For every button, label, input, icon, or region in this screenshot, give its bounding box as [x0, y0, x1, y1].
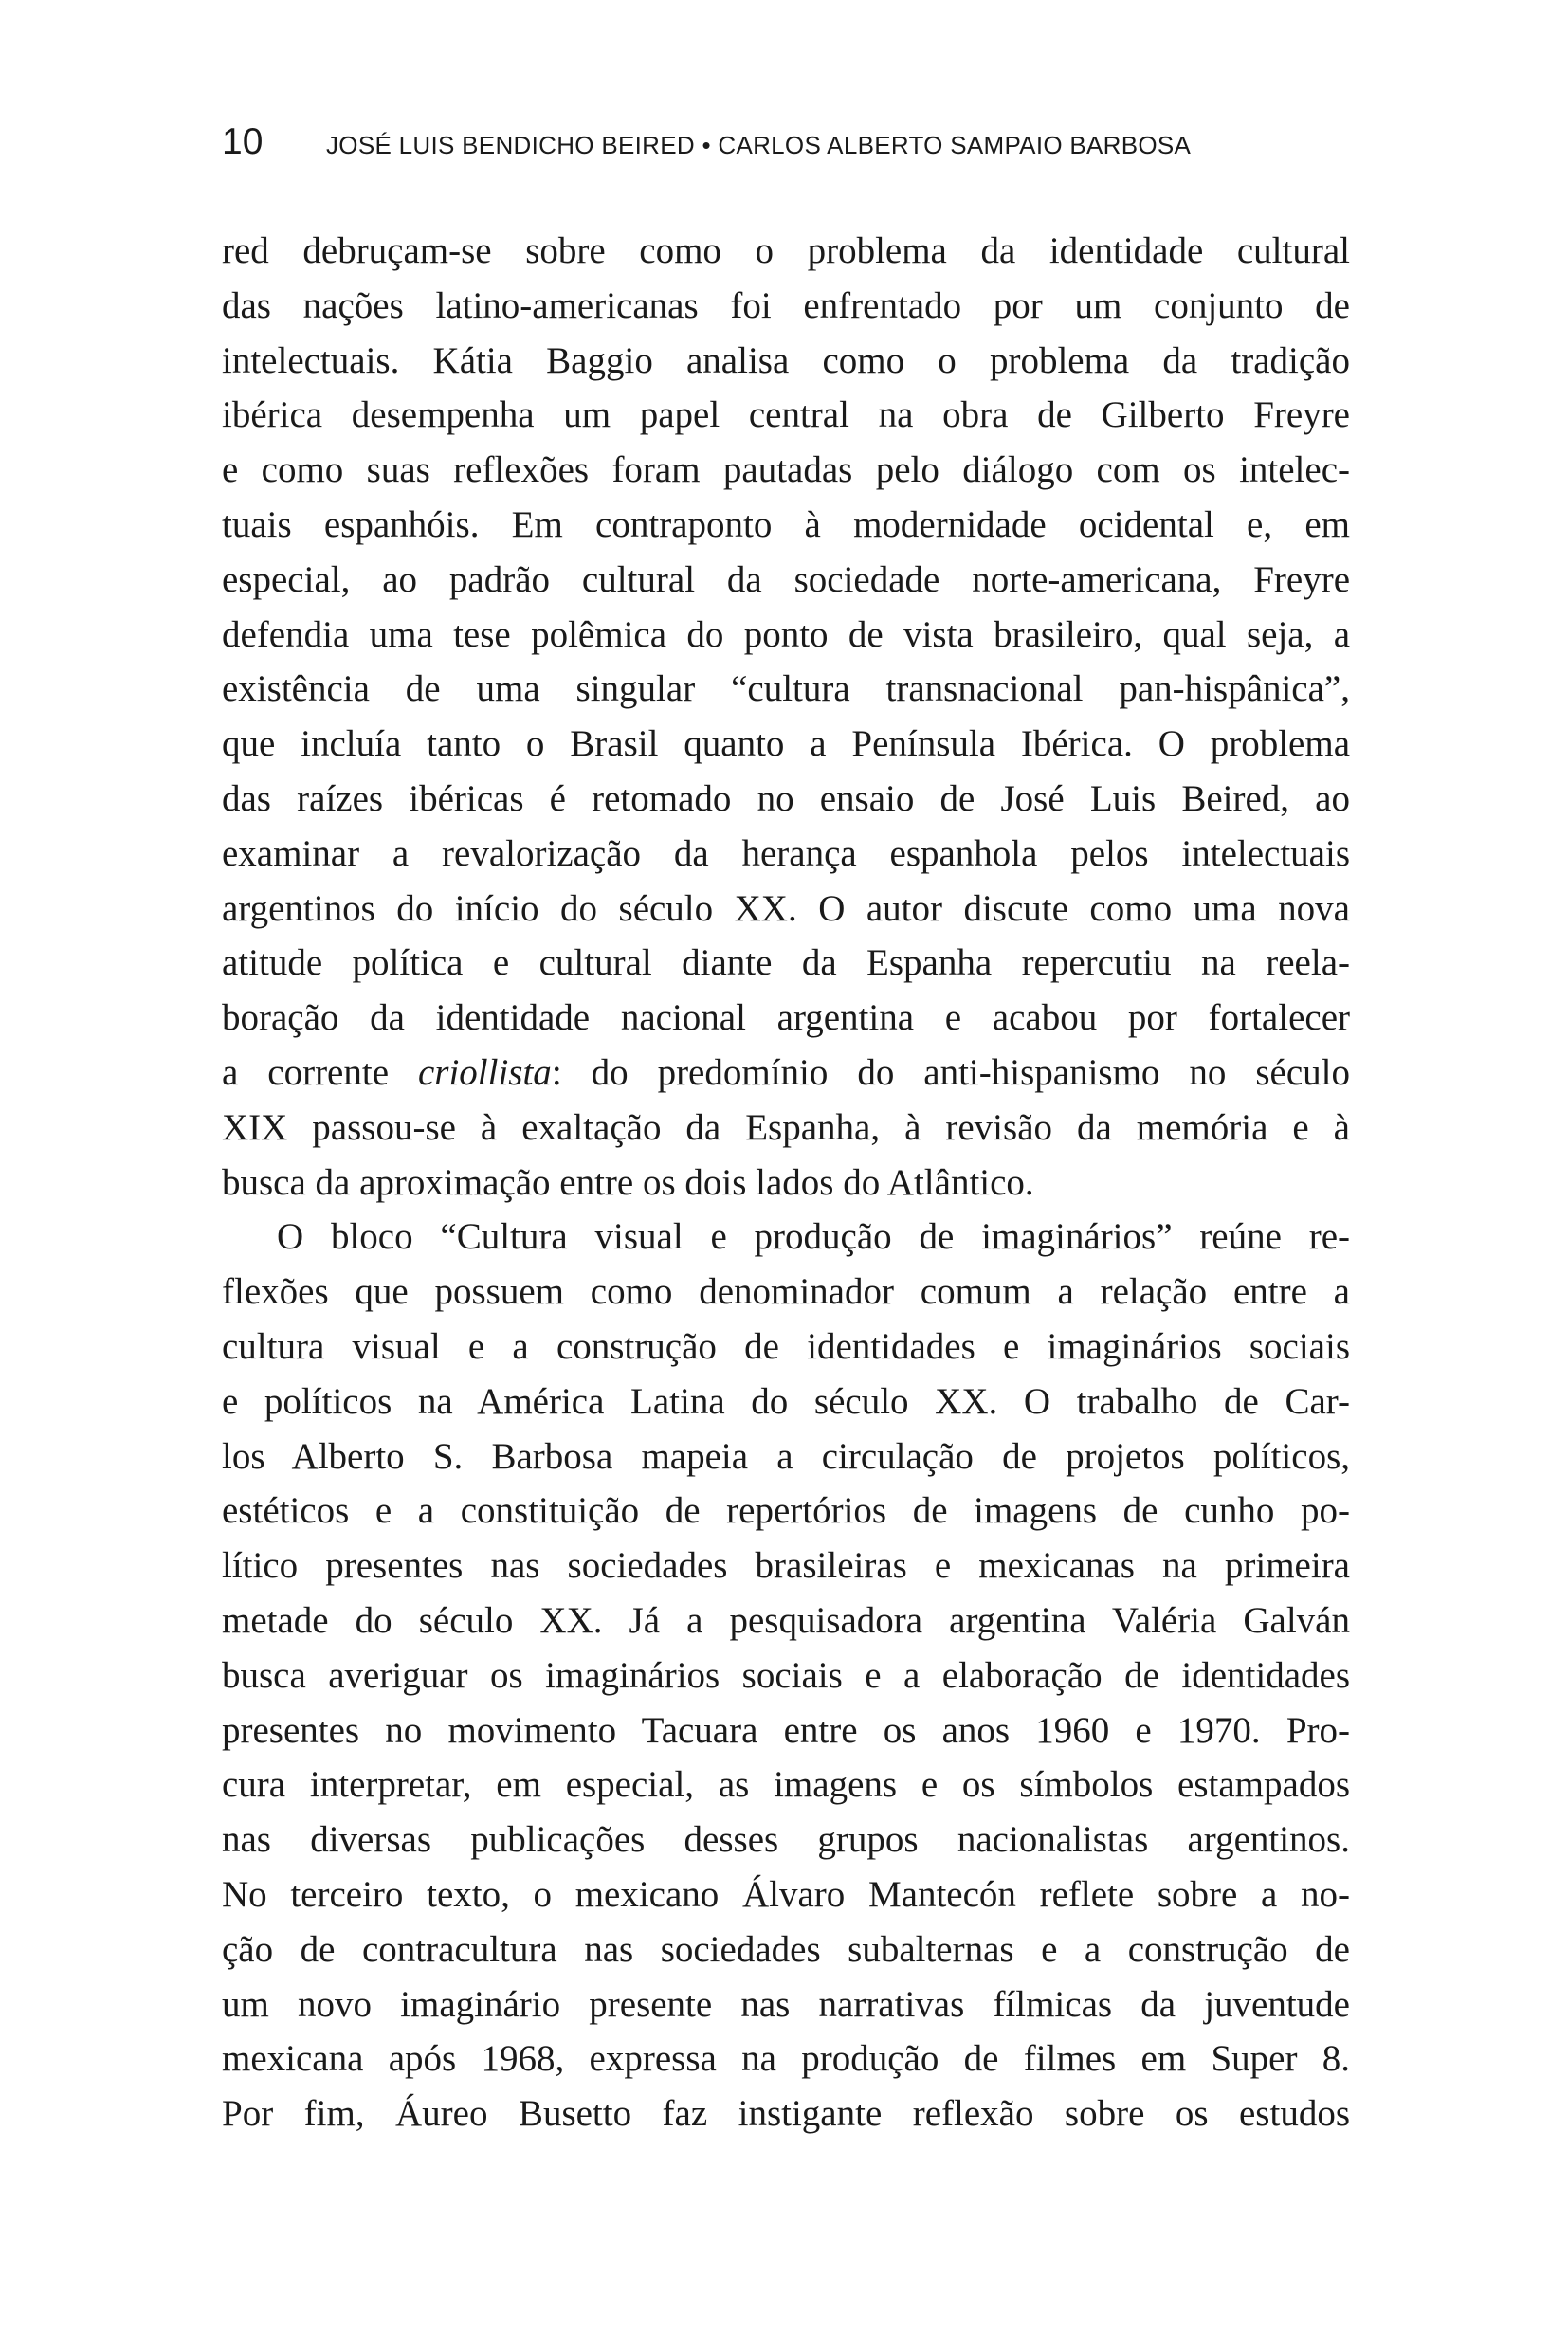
text-line: existência de uma singular “cultura transnacional pan-hispânica”,: [222, 668, 1350, 710]
text-line: examinar a revalorização da herança espanhola pelos intelectuais: [222, 832, 1350, 874]
text-line: lítico presentes nas sociedades brasileiras e mexicanas na primeira: [222, 1545, 1350, 1587]
text-line: boração da identidade nacional argentina e acabou por fortalecer: [222, 997, 1350, 1039]
text-line-with-italic: [222, 1046, 1350, 1101]
text-line: ibérica desempenha um papel central na obra de Gilberto Freyre: [222, 394, 1350, 436]
text-line: e como suas reflexões foram pautadas pelo diálogo com os intelec-: [222, 449, 1350, 491]
text-line: No terceiro texto, o mexicano Álvaro Mantecón reflete sobre a no-: [222, 1873, 1350, 1915]
text-line: das raízes ibéricas é retomado no ensaio de José Luis Beired, ao: [222, 777, 1350, 819]
running-head-authors: JOSÉ LUIS BENDICHO BEIRED • CARLOS ALBERTO SAMPAIO BARBOSA: [326, 131, 1192, 159]
text-line: presentes no movimento Tacuara entre os anos 1960 e 1970. Pro-: [222, 1709, 1350, 1751]
text-line: cura interpretar, em especial, as imagens e os símbolos estampados: [222, 1764, 1350, 1806]
text-line: que incluía tanto o Brasil quanto a Península Ibérica. O problema: [222, 723, 1350, 765]
text-line: e políticos na América Latina do século XX. O trabalho de Car-: [222, 1380, 1350, 1422]
running-header: [222, 121, 1350, 178]
italic-term: criollista: [417, 1051, 552, 1093]
text-line: O bloco “Cultura visual e produção de imaginários” reúne re-: [277, 1216, 1350, 1258]
text-line: defendia uma tese polêmica do ponto de vista brasileiro, qual seja, a: [222, 613, 1350, 655]
text-line: atitude política e cultural diante da Espanha repercutiu na reela-: [222, 942, 1350, 984]
text-line: especial, ao padrão cultural da sociedade norte-americana, Freyre: [222, 558, 1350, 600]
text-line: ção de contracultura nas sociedades subalternas e a construção de: [222, 1928, 1350, 1970]
body-text: [222, 224, 1350, 2141]
text-line: flexões que possuem como denominador comum a relação entre a: [222, 1271, 1350, 1313]
paragraph-1: [222, 224, 1350, 1210]
text-run: a corrente: [222, 1051, 418, 1093]
text-line: red debruçam-se sobre como o problema da identidade cultural: [222, 230, 1350, 271]
text-line: mexicana após 1968, expressa na produção de filmes em Super 8.: [222, 2038, 1350, 2080]
text-line: cultura visual e a construção de identidades e imaginários sociais: [222, 1325, 1350, 1367]
text-line: nas diversas publicações desses grupos nacionalistas argentinos.: [222, 1819, 1350, 1861]
text-line: los Alberto S. Barbosa mapeia a circulação de projetos políticos,: [222, 1435, 1350, 1477]
text-line: busca averiguar os imaginários sociais e a elaboração de identidades: [222, 1654, 1350, 1696]
text-line: busca da aproximação entre os dois lados do Atlântico.: [222, 1161, 1034, 1203]
text-line: um novo imaginário presente nas narrativas fílmicas da juventude: [222, 1983, 1350, 2025]
text-line: metade do século XX. Já a pesquisadora argentina Valéria Galván: [222, 1599, 1350, 1641]
text-line: argentinos do início do século XX. O autor discute como uma nova: [222, 887, 1350, 929]
paragraph-2: [222, 1210, 1350, 2141]
text-line: das nações latino-americanas foi enfrentado por um conjunto de: [222, 284, 1350, 326]
text-line: tuais espanhóis. Em contraponto à modernidade ocidental e, em: [222, 503, 1350, 545]
text-line: XIX passou-se à exaltação da Espanha, à revisão da memória e à: [222, 1106, 1350, 1148]
text-line: intelectuais. Kátia Baggio analisa como o problema da tradição: [222, 339, 1350, 381]
text-line: estéticos e a constituição de repertórios de imagens de cunho po-: [222, 1490, 1350, 1532]
text-line: Por fim, Áureo Busetto faz instigante reflexão sobre os estudos: [222, 2093, 1350, 2135]
page-number: 10: [222, 121, 264, 162]
text-run: : do predomínio do anti-hispanismo no século: [551, 1051, 1350, 1093]
